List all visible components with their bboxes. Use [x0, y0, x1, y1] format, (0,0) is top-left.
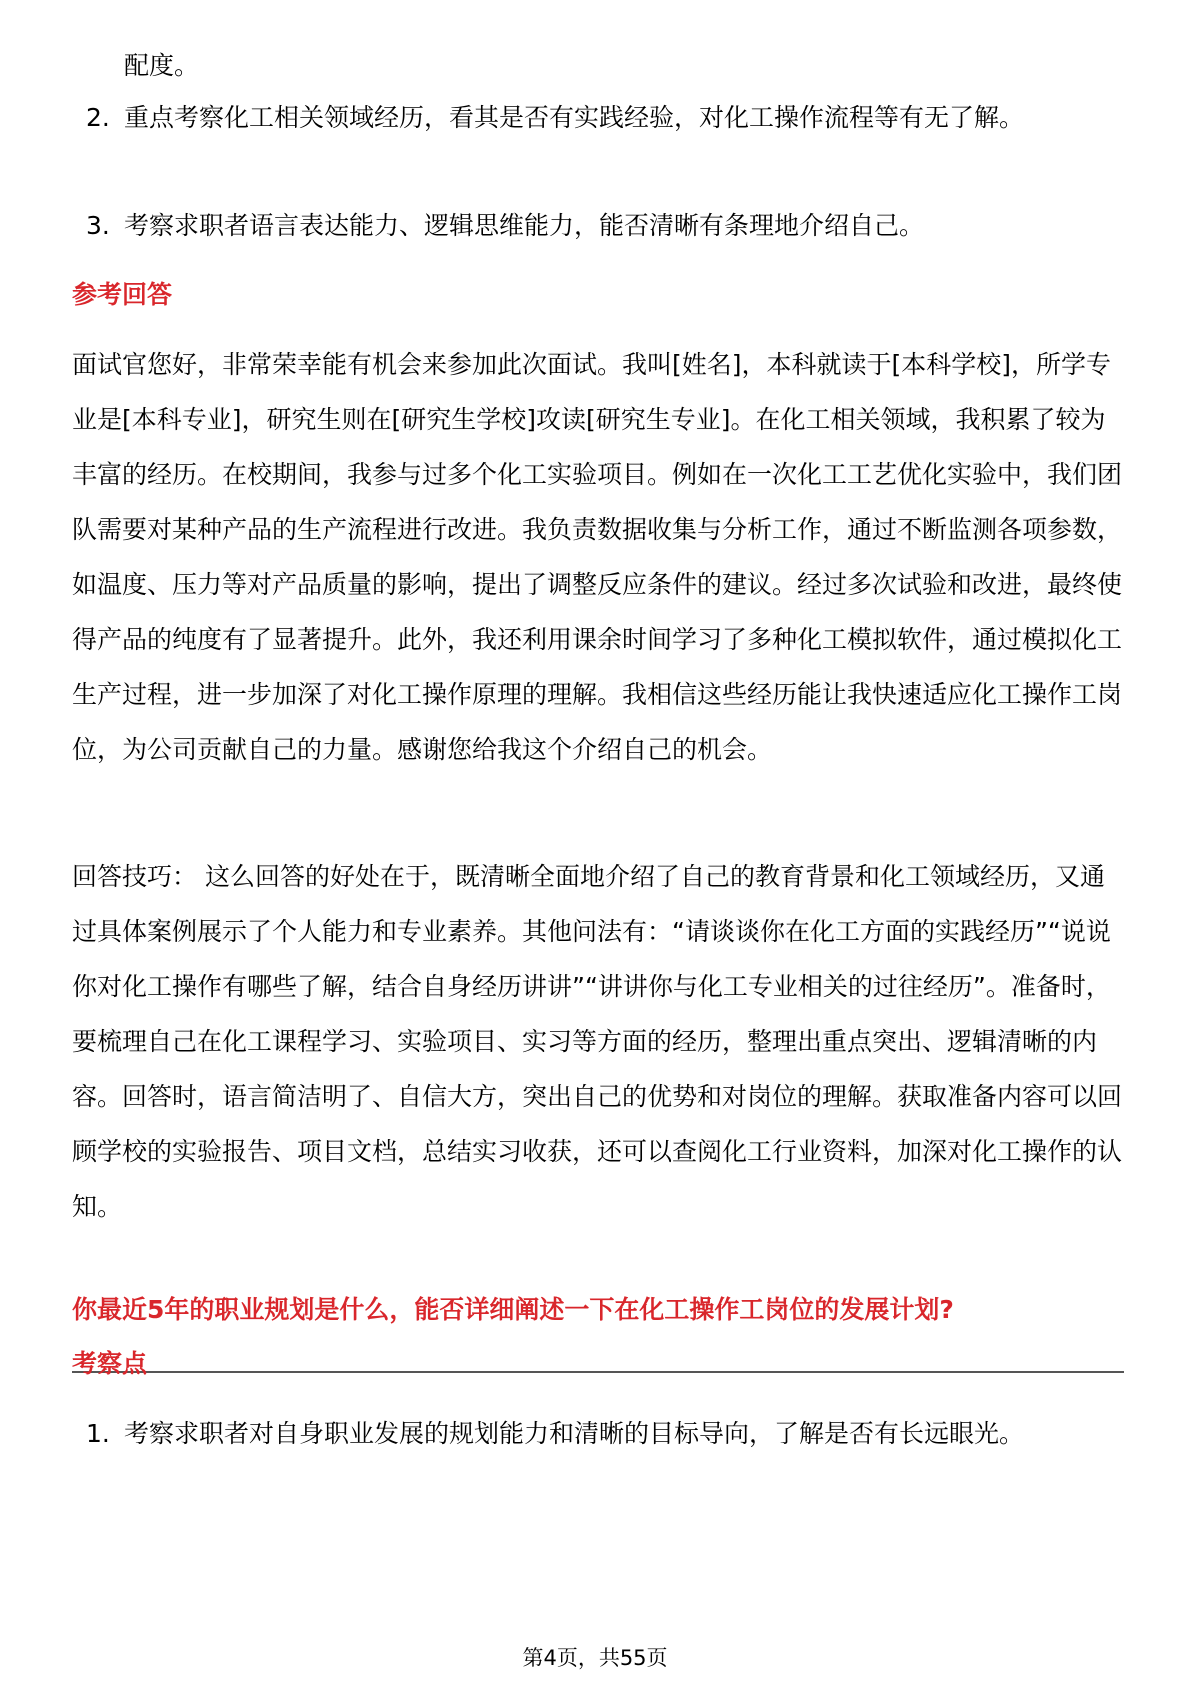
page-number-footer: 第4页，共55页: [522, 1646, 668, 1670]
list-number: 2.: [86, 103, 110, 132]
list-item-text: 考察求职者对自身职业发展的规划能力和清晰的目标导向，了解是否有长远眼光。: [124, 1419, 1025, 1448]
reference-answer-heading: 参考回答: [72, 280, 173, 309]
answer-paragraph: 面试官您好，非常荣幸能有机会来参加此次面试。我叫[姓名]，本科就读于[本科学校]，所学专业是[本科专业]，研究生则在[研究生学校]攻读[研究生专业]。在化工相关领域，我积累了较为丰富的经历。在校期间，我参与过多个化工实验项目。例如在一次化工工艺优化实验中，我们团队需要对某种产品的生产流程进行改进。我负责数据收集与分析工作，通过不断监测各项参数，如温度、压力等对产品质量的影响，提出了调整反应条件的建议。经过多次试验和改进，最终使得产品的纯度有了显著提升。此外，我还利用课余时间学习了多种化工模拟软件，通过模拟化工生产过程，进一步加深了对化工操作原理的理解。我相信这些经历能让我快速适应化工操作工岗位，为公司贡献自己的力量。感谢您给我这个介绍自己的机会。: [72, 350, 1123, 764]
section-divider: [72, 1371, 1124, 1373]
list-number: 1.: [86, 1419, 110, 1448]
tips-paragraph: 回答技巧： 这么回答的好处在于，既清晰全面地介绍了自己的教育背景和化工领域经历，又通过具体案例展示了个人能力和专业素养。其他问法有：“请谈谈你在化工方面的实践经历”“说说你对化工操作有哪些了解，结合自身经历讲讲”“讲讲你与化工专业相关的过往经历”。准备时，要梳理自己在化工课程学习、实验项目、实习等方面的经历，整理出重点突出、逻辑清晰的内容。回答时，语言简洁明了、自信大方，突出自己的优势和对岗位的理解。获取准备内容可以回顾学校的实验报告、项目文档，总结实习收获，还可以查阅化工行业资料，加深对化工操作的认知。: [72, 862, 1123, 1221]
list-item-text: 配度。: [124, 51, 200, 80]
list-number: 3.: [86, 211, 110, 240]
list-item-text: 考察求职者语言表达能力、逻辑思维能力，能否清晰有条理地介绍自己。: [124, 211, 925, 240]
assessment-heading: 考察点: [72, 1349, 148, 1378]
question-title: 你最近5年的职业规划是什么，能否详细阐述一下在化工操作工岗位的发展计划?: [72, 1295, 954, 1324]
list-item-text: 重点考察化工相关领域经历，看其是否有实践经验，对化工操作流程等有无了解。: [124, 103, 1025, 132]
